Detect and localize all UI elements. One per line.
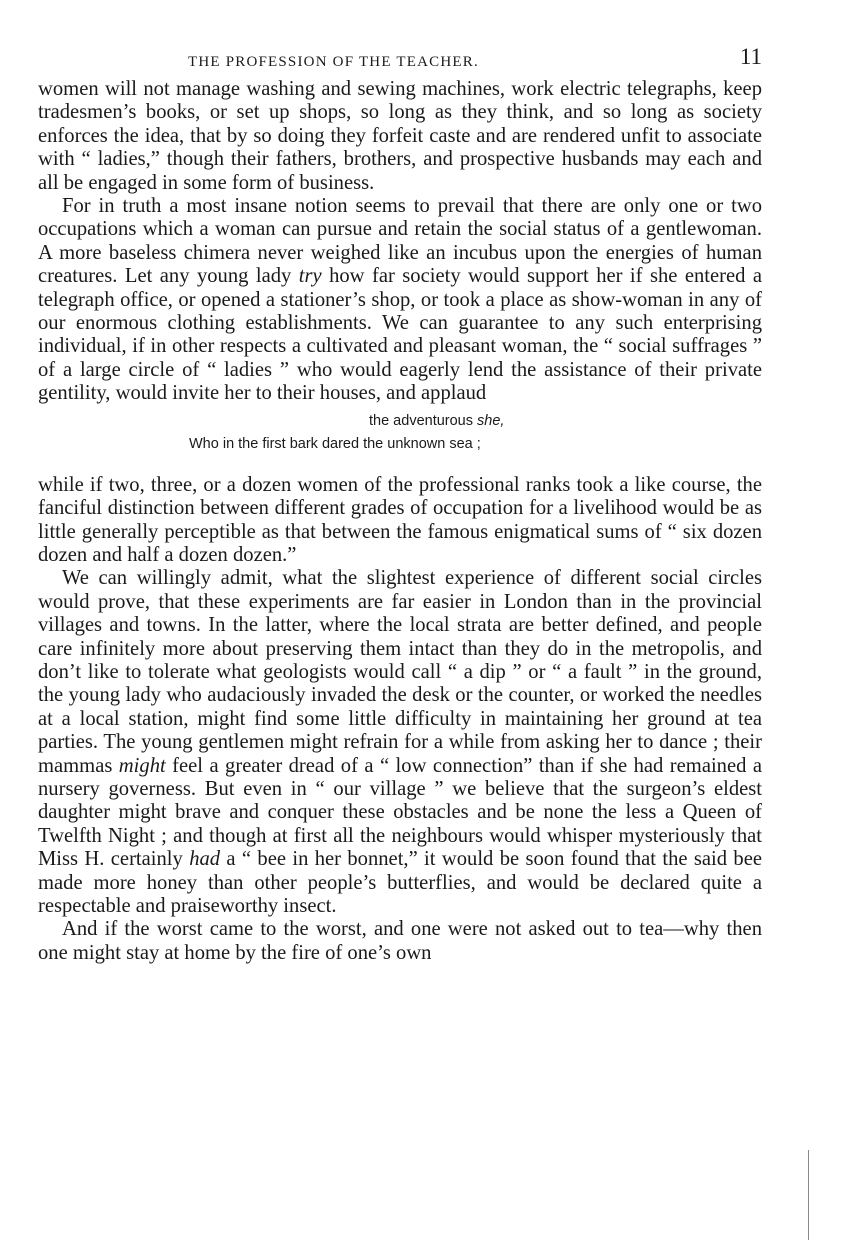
verse-text: the adventurous — [369, 412, 478, 429]
emphasis-had: had — [189, 848, 221, 871]
paragraph-continued: women will not manage washing and sewing machines, work electric telegraphs, keep tradesmen’s books, or set up shops, so long as they think, and so long as society enforces the idea, that by so doing they forfeit caste and are rendered unfit to associate with “ ladies,” though their fathers, brothers, and prospective husbands may each and all be engaged in some form of business. — [38, 78, 762, 194]
verse-line: Who in the first bark dared the unknown sea ; — [189, 435, 481, 452]
emphasis-try: try — [298, 265, 322, 288]
running-header — [38, 44, 762, 78]
text-run: feel a greater dread of a “ low connection” than if she had remained a nursery governess. But even in “ our village ” we believe that the surgeon’s eldest daughter might brave and conquer these obstacles and be none the less a Queen of Twelfth Night ; and though at first all the neighbours would whisper mysteriously that Miss H. certainly — [38, 754, 762, 871]
text-run: how far society would support her if she entered a telegraph office, or opened a stationer’s shop, or took a place as show-woman in any of our enormous clothing establishments. We can guarantee to any such enterprising individual, if in other respects a cultivated and pleasant woman, the “ social suffrages ” of a large circle of “ ladies ” who would eagerly lend the assistance of their private gentility, would invite her to their houses, and applaud — [38, 265, 762, 405]
verse-line — [38, 410, 762, 433]
body-text — [38, 78, 762, 965]
text-run: We can willingly admit, what the slightest experience of different social circles would prove, that these experiments are far easier in London than in the provincial villages and towns. In the latter, where the local strata are better defined, and people care infinitely more about preserving them intact than they do in the metropolis, and don’t like to tolerate what geologists would call “ a dip ” or “ a fault ” in the ground, the young lady who audaciously invaded the desk or the counter, or worked the needles at a local station, might find some little difficulty in maintaining her ground at tea parties. The young gentlemen might refrain for a while from asking her to dance ; their mammas — [38, 567, 762, 777]
emphasis-might: might — [118, 754, 166, 777]
margin-rule — [808, 1150, 809, 1240]
page-number: 11 — [739, 44, 762, 69]
verse-emphasis: she, — [477, 412, 505, 429]
running-title: THE PROFESSION OF THE TEACHER. — [188, 54, 479, 70]
paragraph-professional-ranks: while if two, three, or a dozen women of the professional ranks took a like course, the fanciful distinction between different grades of occupation for a livelihood would be as little generally perceptible as that between the famous enigmatical sums of “ six dozen dozen and half a dozen dozen.” — [38, 473, 762, 566]
paragraph-worst-came: And if the worst came to the worst, and one were not asked out to tea—why then one might stay at home by the fire of one’s own — [38, 918, 762, 964]
paragraph-insane-notion — [38, 195, 762, 406]
book-page — [38, 44, 762, 965]
text-run: For in truth a most insane notion seems to prevail that there are only one or two occupations which a woman can pursue and retain the social status of a gentlewoman. A more baseless chimera never weighed like an incubus upon the energies of human creatures. Let any young lady — [38, 195, 762, 288]
verse-quotation — [38, 410, 762, 456]
paragraph-willingly-admit — [38, 567, 762, 918]
text-run: a “ bee in her bonnet,” it would be soon found that the said bee made more honey than other people’s butterflies, and would be declared quite a respectable and praiseworthy insect. — [38, 848, 762, 917]
